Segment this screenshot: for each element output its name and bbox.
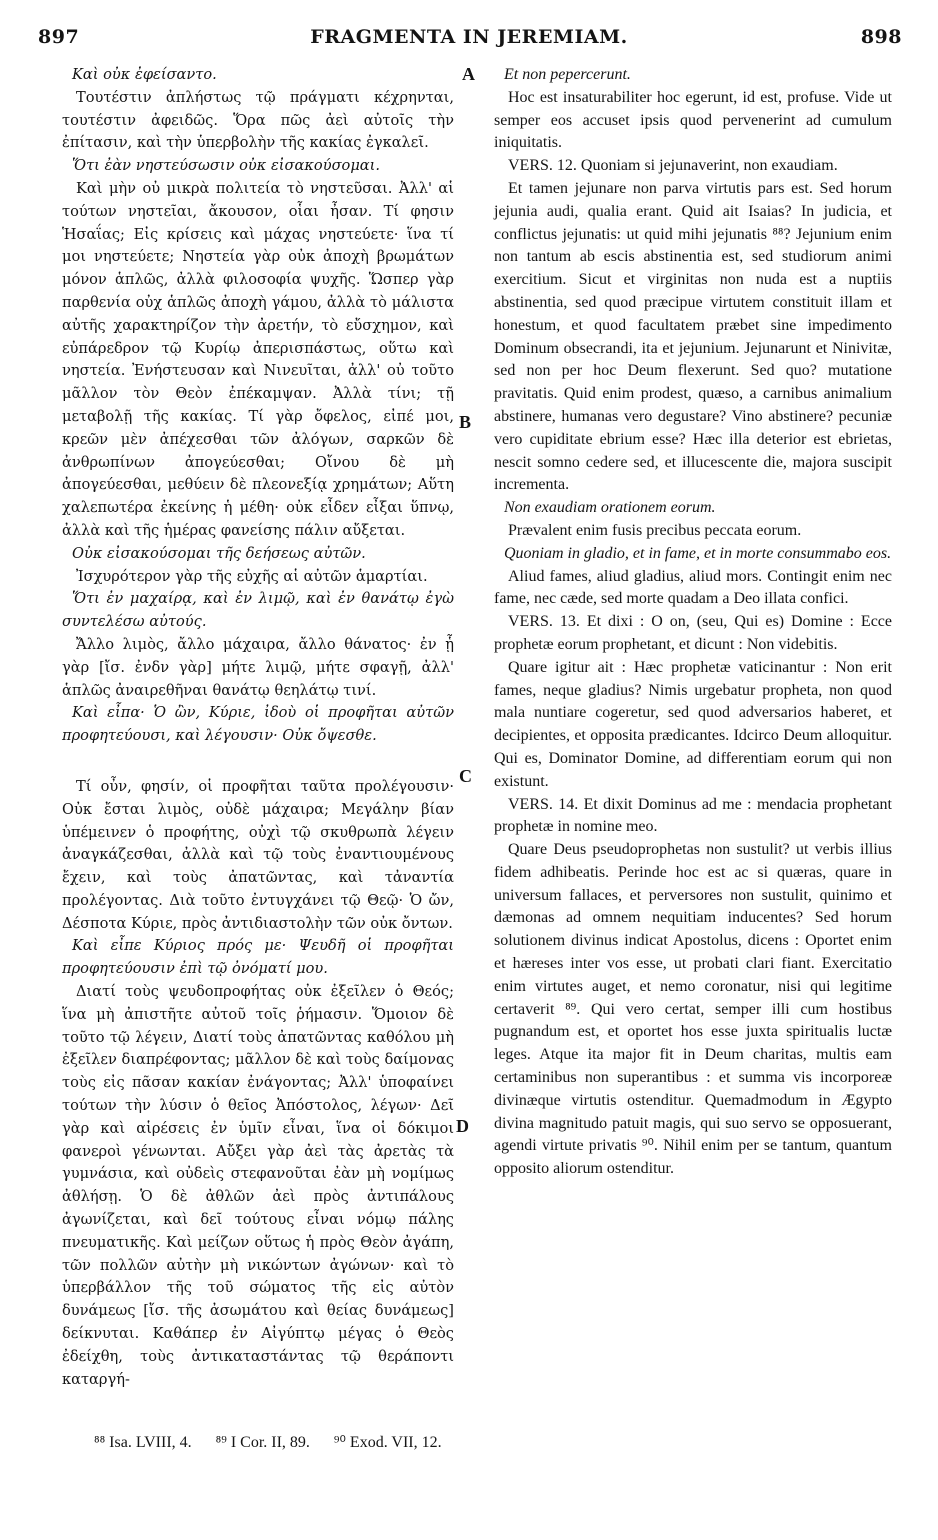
latin-verse-heading: VERS. 14. Et dixit Dominus ad me : mendacia prophetant prophetæ in nomine meo. xyxy=(494,795,892,836)
greek-paragraph: Ἄλλο λιμὸς, ἄλλο μάχαιρα, ἄλλο θάνατος· ἐν ᾗ γὰρ [ἴσ. ἐνδν γὰρ] μήτε λιμῷ, μήτε σφαγῇ, ἀλλ' ἁπλῶς ἀναιρεθῆναι θανάτῳ θεηλάτῳ τινί. xyxy=(62,635,454,699)
page-header xyxy=(30,26,908,58)
latin-lemma: Et non pepercerunt. xyxy=(504,66,631,83)
page-number-left: 897 xyxy=(38,26,80,48)
greek-lemma: Οὐκ εἰσακούσομαι τῆς δεήσεως αὐτῶν. xyxy=(72,544,366,562)
greek-column xyxy=(62,64,454,1391)
greek-lemma: Ὅτι ἐὰν νηστεύσωσιν οὐκ εἰσακούσομαι. xyxy=(72,157,381,175)
greek-paragraph: Διατί τοὺς ψευδοπροφήτας οὐκ ἐξεῖλεν ὁ Θεός; ἵνα μὴ ἀπιστῆτε αὐτοῦ τοῖς ῥήμασιν. Ὅμοιον δὲ τοῦτο τῷ λέγειν, Διατί τοὺς ἀπατῶντας καθόλου μὴ ἐξεῖλεν διαπρέφοντας; μᾶλλον δὲ καὶ τοὺς δαίμονας τοὺς εἰς πᾶσαν κακίαν ἐνάγοντας; Ἀλλ' ὑποφαίνει τούτων τὴν λύσιν ὁ θεῖος Ἀπόστολος, λέγων· Δεῖ γὰρ καὶ αἱρέσεις ἐν ὑμῖν εἶναι, ἵνα οἱ δόκιμοι φανεροὶ γένωνται. Αὔξει γὰρ ἀεὶ τὰς ἀρετὰς τὰ γυμνάσια, καὶ οὐδεὶς στεφανοῦται ἐὰν μὴ νομίμως ἀθλήσῃ. Ὁ δὲ ἀθλῶν ἀεὶ πρὸς ἀντιπάλους ἀγωνίζεται, καὶ δεῖ τούτους εἶναι νόμῳ πάλης πνευματικῆς. Καὶ μείζων οὕτως ἡ πρὸς Θεὸν ἀγάπη, τῶν πολλῶν αὐτὴν μὴ νικώντων ἀγώνων· καὶ τὸ ὑπερβάλλον τῆς τοῦ σώματος τῆς εἰς αὐτὸν δυνάμεως [ἴσ. τῆς ἀσωμάτου καὶ θείας δυνάμεως] δείκνυται. Καθάπερ ἐν Αἰγύπτῳ μέγας ὁ Θεὸς ἐδείχθη, τοὺς ἀντικαταστάντας τῷ θεράποντι καταργή- xyxy=(62,983,454,1388)
latin-paragraph: Quare Deus pseudoprophetas non sustulit? ut verbis illius fidem adhibeatis. Perinde hoc est ac si quæras, quare in universum fallaces, et perversores non sustulit, quinimo et dæmonas ad omnem nequitiam inducentes? Sed horum solutionem divinus indicat Apostolus, dicens : Oportet enim et hæreses inter vos esse, ut probati clari fiant. Exercitatio enim virtutes auget, et nemo coronatur, nisi qui legitime certaverit ⁸⁹. Qui vero certat, semper illi cum hostibus pugnandum est, et oportet hos esse juxta spiritualis luctæ leges. Atque ita major fit in Deum charitas, multis eam certaminibus non superantibus : et summa vis incorporeæ divinæque virtutis ostenditur. Quemadmodum in Ægypto divina magnitudo patuit magis, qui suo servo se opposuerant, agendi virtute privatis ⁹⁰. Nihil enim per se tantum, quantum opposito aliorum ostenditur. xyxy=(494,841,892,1178)
margin-marker-b: B xyxy=(459,412,472,432)
latin-paragraph: Et tamen jejunare non parva virtutis pars est. Sed horum jejunia audi, qualia erant. Quid ait Isaias? In judicia, et conflictus jejunatis: ut quid mihi jejunatis ⁸⁸? Jejunium enim non tantum ab escis abstinentia est, sed studiorum animi exercitium. Sicut et virginitas non nuda est a nuptiis abstinentia, sed quod præcipue virtutem constituit illam et honestum, et quod facultatem præbet sine impedimento Dominum obsecrandi, ita et jejunium. Jejunarunt et Ninivitæ, sed non per hoc Deum flexerunt. Sed quo? mutatione pravitatis. Quid enim prodest, quæso, a carnibus animalium abstinere, humanas vero degustare? Vino abstinere? pecuniæ vero cupiditate ebrium esse? Hæc illa deterior est ebrietas, nescit somno cedere sed, et illucescente die, majora suscipit incrementa. xyxy=(494,179,892,494)
footnote: ⁸⁹ I Cor. II, 89. xyxy=(215,1434,310,1451)
greek-lemma: Ὅτι ἐν μαχαίρᾳ, καὶ ἐν λιμῷ, καὶ ἐν θανάτῳ ἐγὼ συντελέσω αὐτούς. xyxy=(62,590,454,631)
latin-paragraph: Quare igitur ait : Hæc prophetæ vaticinantur : Non erit fames, neque gladius? Nimis urgebatur propheta, non quod mala nuntiare cogeretur, sed quod adversarios haberet, et decipientes, et opposita prædicantes. Idcirco Deum alloquitur. Qui es, Dominator Domine, ad differentiam eorum qui non existunt. xyxy=(494,658,892,790)
page-number-right: 898 xyxy=(860,26,902,48)
greek-paragraph: Ἰσχυρότερον γὰρ τῆς εὐχῆς αἱ αὐτῶν ἁμαρτίαι. xyxy=(76,567,428,585)
latin-verse-heading: VERS. 13. Et dixi : O on, (seu, Qui es) Domine : Ecce prophetæ eorum prophetant, et dicunt : Non videbitis. xyxy=(494,613,892,653)
margin-marker-d: D xyxy=(456,1116,469,1136)
margin-marker-a: A xyxy=(462,64,475,84)
greek-paragraph: Τουτέστιν ἀπλήστως τῷ πράγματι κέχρηνται, τουτέστιν ἀφειδῶς. Ὅρα πῶς ἀεὶ αὐτοῖς τὴν ἐπίτασιν, καὶ τὴν ὑπερβολὴν τῆς κακίας ἐγκαλεῖ. xyxy=(62,88,454,152)
footnotes xyxy=(94,1432,462,1452)
latin-paragraph: Prævalent enim fusis precibus peccata eorum. xyxy=(508,521,802,539)
greek-lemma: Καὶ εἶπα· Ὁ ὢν, Κύριε, ἰδοὺ οἱ προφῆται αὐτῶν προφητεύουσι, καὶ λέγουσιν· Οὐκ ὄψεσθε. xyxy=(62,704,454,745)
latin-verse-heading: VERS. 12. Quoniam si jejunaverint, non exaudiam. xyxy=(508,157,838,175)
greek-paragraph: Καὶ μὴν οὐ μικρὰ πολιτεία τὸ νηστεῦσαι. Ἀλλ' αἱ τούτων νηστεῖαι, ἄκουσον, οἷαι ἦσαν. Τί φησιν Ἡσαΐας; Εἰς κρίσεις καὶ μάχας νηστεύετε· ἵνα τί μοι νηστεύετε; Νηστεία γὰρ οὐκ ἀποχὴ βρωμάτων μόνον ἁπλῶς, ἀλλὰ φιλοσοφία ψυχῆς. Ὥσπερ γὰρ παρθενία οὐχ ἁπλῶς ἀποχὴ γάμου, ἀλλὰ τὸ μάλιστα αὐτῆς χαρακτηρίζον τὴν ἀρετήν, τὸ εὔσχημον, καὶ εὐπάρεδρον τῷ Κυρίῳ ἀπερισπάστως, οὕτω καὶ νηστεία. Ἐνήστευσαν καὶ Νινευῖται, ἀλλ' οὐ τοῦτο μᾶλλον τὸν Θεὸν ἐπέκαμψαν. Ἀλλὰ τίνι; τῇ μεταβολῇ τῆς κακίας. Τί γὰρ ὄφελος, εἰπέ μοι, κρεῶν μὲν ἀπέχεσθαι τῶν ἀλόγων, σαρκῶν δὲ ἀνθρωπίνων ἀπογεύεσθαι; Οἴνου δὲ μὴ ἀπογεύεσθαι, μεθύειν δὲ πλεονεξίᾳ χρημάτων; Αὕτη χαλεπωτέρα ἐκείνης ἡ μέθη· οὐκ εἶδεν εἶξαι ὕπνῳ, ἀλλὰ καὶ τῆς ἡμέρας φανείσης πάλιν αὔξεται. xyxy=(62,179,454,539)
greek-lemma: Καὶ εἶπε Κύριος πρός με· Ψευδῆ οἱ προφῆται προφητεύουσιν ἐπὶ τῷ ὀνόματί μου. xyxy=(62,937,454,978)
greek-lemma: Καὶ οὐκ ἐφείσαντο. xyxy=(72,66,217,83)
latin-lemma: Quoniam in gladio, et in fame, et in morte consummabo eos. xyxy=(504,544,892,562)
latin-paragraph: Aliud fames, aliud gladius, aliud mors. Contingit enim nec fame, nec cæde, sed morte quadam a Deo illata confici. xyxy=(494,567,892,608)
greek-paragraph: Τί οὖν, φησίν, οἱ προφῆται ταῦτα προλέγουσιν· Οὐκ ἔσται λιμὸς, οὐδὲ μάχαιρα; Μεγάλην βίαν ὑπέμεινεν ὁ προφήτης, οὐχὶ τῷ σκυθρωπὰ λέγειν ἀναγκάζεσθαι, ἀλλὰ καὶ τῷ τοὺς ἐναντιουμένους ἔχειν, καὶ τοὺς ἀπατῶντας, καὶ τἀναντία προλέγοντας. Διὰ τοῦτο ἐντυγχάνει τῷ Θεῷ· Ὁ ὤν, Δέσποτα Κύριε, πρὸς ἀντιδιαστολὴν τῶν οὐκ ὄντων. xyxy=(62,777,454,932)
latin-column xyxy=(494,64,892,1181)
running-title: FRAGMENTA IN JEREMIAM. xyxy=(310,26,628,48)
latin-lemma: Non exaudiam orationem eorum. xyxy=(504,499,716,517)
footnote: ⁹⁰ Exod. VII, 12. xyxy=(333,1434,442,1451)
latin-paragraph: Hoc est insaturabiliter hoc egerunt, id est, profuse. Vide ut semper eos accuset ipsis quod pervenerint ad cumulum iniquitatis. xyxy=(494,88,892,152)
margin-marker-c: C xyxy=(459,766,472,786)
footnote: ⁸⁸ Isa. LVIII, 4. xyxy=(94,1434,192,1451)
